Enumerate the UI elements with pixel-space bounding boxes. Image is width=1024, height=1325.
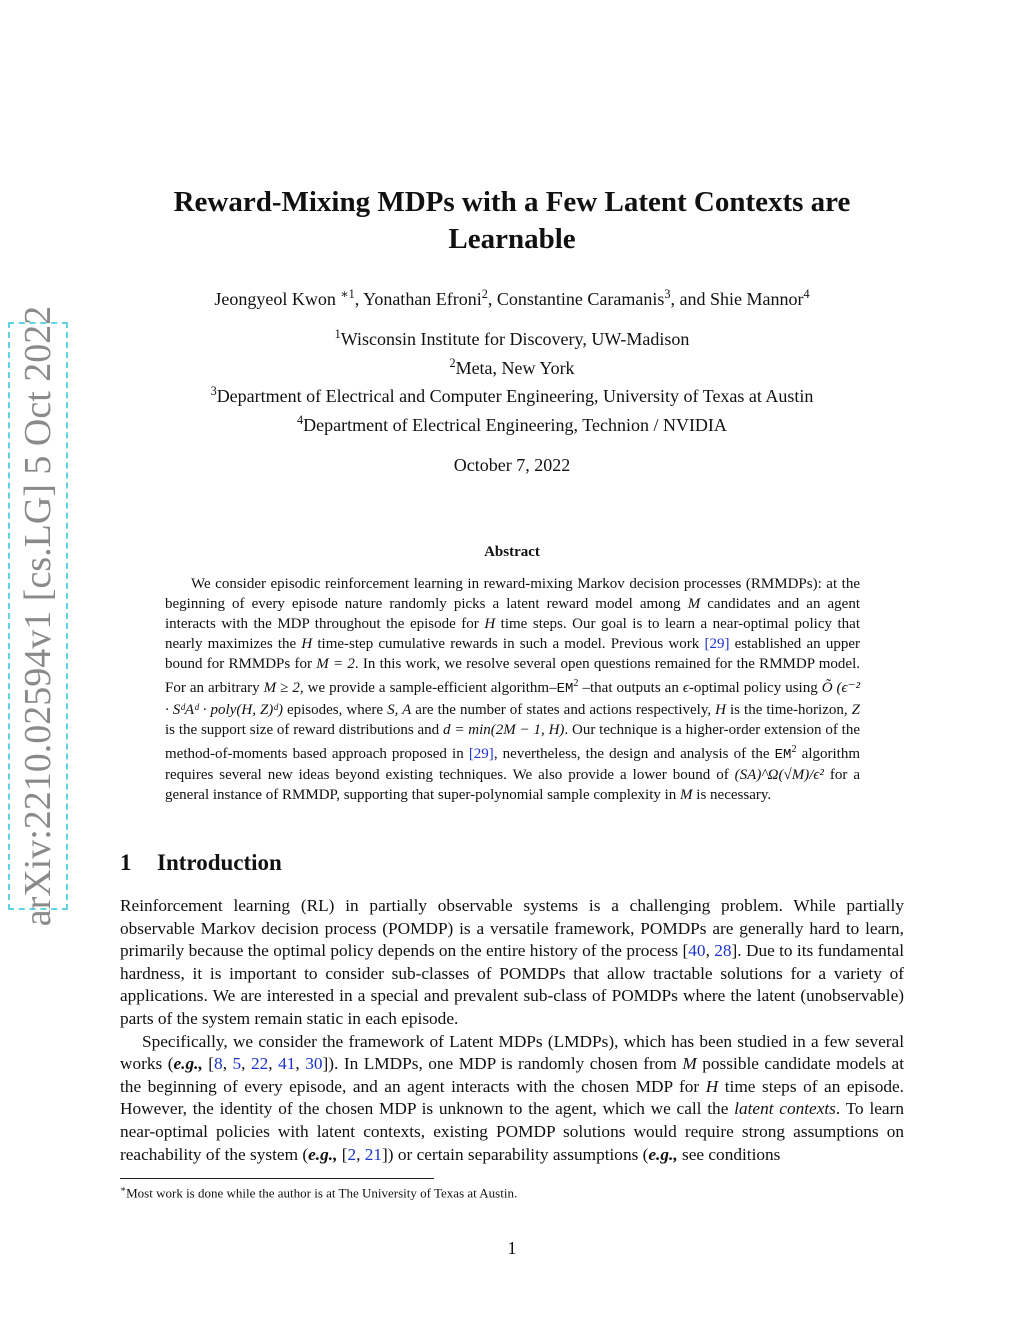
citation-link[interactable]: 5 [232,1054,242,1074]
author-mark: 3 [664,287,671,301]
citation-link[interactable]: 21 [364,1144,383,1164]
author-name: Yonathan Efroni [363,289,482,309]
author-list: Jeongyeol Kwon $^{∗1}$, Yonathan Efroni$^2$, Constantine Caramanis$^3$, and Shie Mannor$^4$ [214,287,810,309]
paragraph: Specifically, we consider the framework of Latent MDPs (LMDPs), which has been studied in a few several works (e.g., [8, 5, 22, 41, 30]). In LMDPs, one MDP is randomly chosen from M possible candidate models at the beginning of every episode, and an agent interacts with the chosen MDP for H time steps of an episode. However, the identity of the chosen MDP is unknown to the agent, which we call the latent contexts. To learn near-optimal policies with latent contexts, existing POMDP solutions would require strong assumptions on reachability of the system (e.g., [2, 21]) or certain separability assumptions (e.g., see conditions [120,1031,905,1164]
author-mark: 2 [481,287,488,301]
affiliation: $^3$Department of Electrical and Computer Engineering, University of Texas at Austin [210,384,814,406]
section-heading [120,850,282,876]
intro-body [120,895,904,1166]
citation-link[interactable]: 22 [250,1054,269,1074]
citation-link[interactable]: 40 [688,941,706,961]
citation-link[interactable]: 8 [214,1054,223,1074]
section-title: Introduction [157,850,282,875]
footnote: ∗Most work is done while the author is at The University of Texas at Austin. [120,1184,518,1201]
abstract-body: We consider episodic reinforcement learning in reward-mixing Markov decision processes (RMMDPs): at the beginning of every episode nature randomly picks a latent reward model among M candidates and an agent interacts with the MDP throughout the episode for H time steps. Our goal is to learn a near-optimal policy that nearly maximizes the H time-step cumulative rewards in such a model. Previous work [29] established an upper bound for RMMDPs for M = 2. In this work, we resolve several open questions remained for the RMMDP model. For an arbitrary M ≥ 2, we provide a sample-efficient algorithm–$EM^2$ –that outputs an ϵ-optimal policy using Õ (ϵ⁻² · SᵈAᵈ · poly(H, Z)ᵈ) episodes, where S, A are the number of states and actions respectively, H is the time-horizon, Z is the support size of reward distributions and d = min(2M − 1, H). Our technique is a higher-order extension of the method-of-moments based approach proposed in [29], nevertheless, the design and analysis of the $EM^2$ algorithm requires several new ideas beyond existing techniques. We also provide a lower bound of (SA)^Ω(√M)/ϵ² for a general instance of RMMDP, supporting that super-polynomial sample complexity in M is necessary. [165,576,861,803]
author-name: Jeongyeol Kwon [214,289,336,309]
author-mark: 4 [803,287,810,301]
affiliation: $^4$Department of Electrical Engineering, Technion / NVIDIA [297,412,727,435]
author-name: Shie Mannor [710,289,804,309]
citation-link[interactable]: [29] [468,745,494,762]
arxiv-stamp [8,305,68,927]
citation-link[interactable]: 41 [278,1054,296,1074]
paper-date: October 7, 2022 [453,455,571,475]
author-mark: ∗1 [340,287,355,301]
affiliation: $^1$Wisconsin Institute for Discovery, UW-Madison [334,327,690,349]
arxiv-stamp-text: arXiv:2210.02594v1 [cs.LG] 5 Oct 2022 [17,305,59,927]
footnote-rule [120,1178,434,1179]
citation-link[interactable]: [29] [704,636,730,653]
page-number: 1 [507,1238,517,1258]
abstract-heading: Abstract [484,544,540,560]
section-number: 1 [120,850,132,875]
affiliation: $^2$Meta, New York [449,355,575,378]
citation-link[interactable]: 30 [305,1054,323,1074]
citation-link[interactable]: 2 [347,1144,357,1164]
paragraph: Reinforcement learning (RL) in partially observable systems is a challenging problem. While partially observable Markov decision process (POMDP) is a versatile framework, POMDPs are generally hard to learn, primarily because the optimal policy depends on the entire history of the process [40, 28]. Due to its fundamental hardness, it is important to consider sub-classes of POMDPs that allow tractable solutions for a variety of applications. We are interested in a special and prevalent sub-class of POMDPs where the latent (unobservable) parts of the system remain static in each episode. [120,896,904,1028]
citation-link[interactable]: 28 [714,941,732,961]
author-name: Constantine Caramanis [496,289,665,309]
paper-title: Reward-Mixing MDPs with a Few Latent Contexts are Learnable [173,186,851,255]
affiliation-list [120,323,904,437]
